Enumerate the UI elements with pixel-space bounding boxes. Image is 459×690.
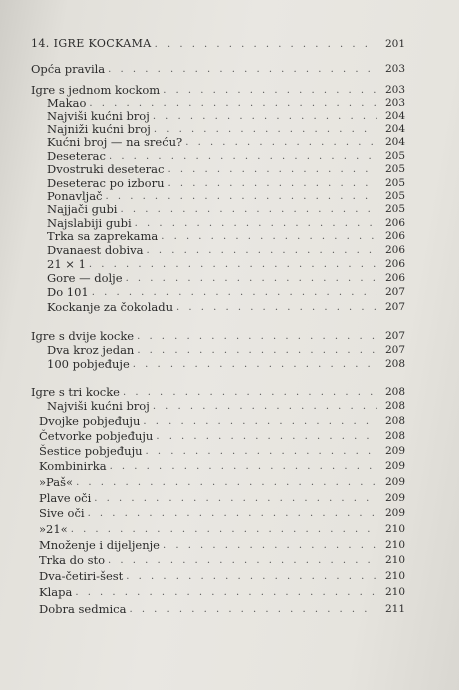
toc-entry [0,538,459,552]
toc-entry [0,37,459,51]
toc-entry-page: 207 [384,344,405,356]
toc-entry-label: Šestice pobjeđuju [39,444,143,458]
toc-section-heading [0,385,459,399]
toc-entry [0,506,459,520]
toc-entry-label: Makao [47,96,87,110]
toc-entry-page: 205 [384,150,405,162]
toc-entry [0,522,459,536]
toc-entry [0,162,459,176]
toc-entry-label: Kućni broj — na sreću? [47,135,183,149]
toc-entry-page: 206 [384,244,405,256]
toc-entry-page: 206 [384,217,405,229]
toc-entry-label: 14. IGRE KOCKAMA [31,37,152,50]
toc-entry-page: 203 [384,84,405,96]
toc-entry-label: Dvanaest dobiva [47,243,144,257]
toc-entry-label: Do 101 [47,285,89,299]
toc-entry-page: 208 [384,358,405,370]
toc-entry-page: 207 [384,301,405,313]
toc-entry-label: Dvojke pobjeđuju [39,414,141,428]
toc-entry-label: Kombinirka [39,459,107,473]
toc-entry-page: 209 [384,492,405,504]
toc-entry-page: 204 [384,136,405,148]
toc-entry-label: Četvorke pobjeđuju [39,429,154,443]
toc-entry [0,62,459,76]
toc-entry [0,135,459,149]
toc-entry-page: 205 [384,190,405,202]
toc-entry-label: Igre s jednom kockom [31,83,161,97]
toc-entry [0,414,459,428]
toc-entry-label: »21« [39,522,68,536]
toc-entry-label: Množenje i dijeljenje [39,538,160,552]
toc-entry [0,444,459,458]
toc-entry [0,271,459,285]
toc-entry-label: Deseterac [47,149,106,163]
toc-entry-page: 208 [384,386,405,398]
toc-entry-page: 207 [384,286,405,298]
toc-entry-label: »Paš« [39,475,74,489]
toc-entry [0,399,459,413]
toc-entry-page: 211 [384,603,405,615]
toc-entry-page: 204 [384,110,405,122]
toc-entry [0,229,459,243]
toc-entry-page: 205 [384,163,405,175]
toc-entry-page: 201 [384,38,405,50]
toc-entry-label: Gore — dolje [47,271,123,285]
toc-entry-label: Dva kroz jedan [47,343,135,357]
toc-entry-label: Dva-četiri-šest [39,569,124,583]
toc-entry [0,243,459,257]
toc-entry-label: Kockanje za čokoladu [47,300,174,314]
toc-entry-page: 209 [384,460,405,472]
toc-entry [0,257,459,271]
toc-entry [0,285,459,299]
toc-entry [0,459,459,473]
toc-entry-page: 210 [384,554,405,566]
toc-entry [0,300,459,314]
toc-entry-label: Igre s dvije kocke [31,329,135,343]
toc-entry-page: 206 [384,230,405,242]
toc-entry-page: 210 [384,523,405,535]
toc-entry-page: 203 [384,97,405,109]
toc-entry-label: Igre s tri kocke [31,385,120,399]
toc-entry-label: Najslabiji gubi [47,216,132,230]
toc-entry-label: Ponavljač [47,189,103,203]
toc-entry-label: Najjači gubi [47,202,118,216]
toc-entry-page: 208 [384,400,405,412]
toc-entry [0,475,459,489]
toc-entry-label: Trka do sto [39,553,106,567]
toc-entry [0,429,459,443]
toc-entry-page: 209 [384,445,405,457]
toc-section-heading [0,329,459,343]
toc-entry-label: Dobra sedmica [39,602,127,616]
toc-entry-page: 209 [384,507,405,519]
toc-entry [0,202,459,216]
toc-entry-label: Opća pravila [31,62,106,76]
toc-entry-page: 204 [384,123,405,135]
toc-entry-label: 100 pobjeđuje [47,357,130,371]
toc-entry-label: Najniži kućni broj [47,122,151,136]
toc-entry-label: Deseterac po izboru [47,176,165,190]
toc-entry-page: 210 [384,539,405,551]
toc-entry [0,553,459,567]
toc-entry [0,491,459,505]
toc-entry-page: 209 [384,476,405,488]
toc-entry [0,602,459,616]
toc-entry-label: Dvostruki deseterac [47,162,165,176]
toc-entry [0,585,459,599]
toc-entry-label: 21 × 1 [47,257,86,271]
toc-entry-page: 206 [384,272,405,284]
toc-entry [0,357,459,371]
toc-entry-label: Klapa [39,585,73,599]
toc-entry-label: Najviši kućni broj [47,399,150,413]
toc-entry-label: Plave oči [39,491,92,505]
toc-entry-label: Sive oči [39,506,85,520]
toc-entry-label: Najviši kućni broj [47,109,150,123]
toc-entry-page: 210 [384,570,405,582]
toc-entry [0,343,459,357]
toc-entry-page: 203 [384,63,405,75]
toc-entry-label: Trka sa zaprekama [47,229,159,243]
toc-entry [0,569,459,583]
toc-entry-page: 205 [384,177,405,189]
toc-entry-page: 206 [384,258,405,270]
toc-entry-page: 208 [384,430,405,442]
toc-entry-page: 210 [384,586,405,598]
toc-entry-page: 207 [384,330,405,342]
toc-entry-page: 205 [384,203,405,215]
toc-entry-page: 208 [384,415,405,427]
